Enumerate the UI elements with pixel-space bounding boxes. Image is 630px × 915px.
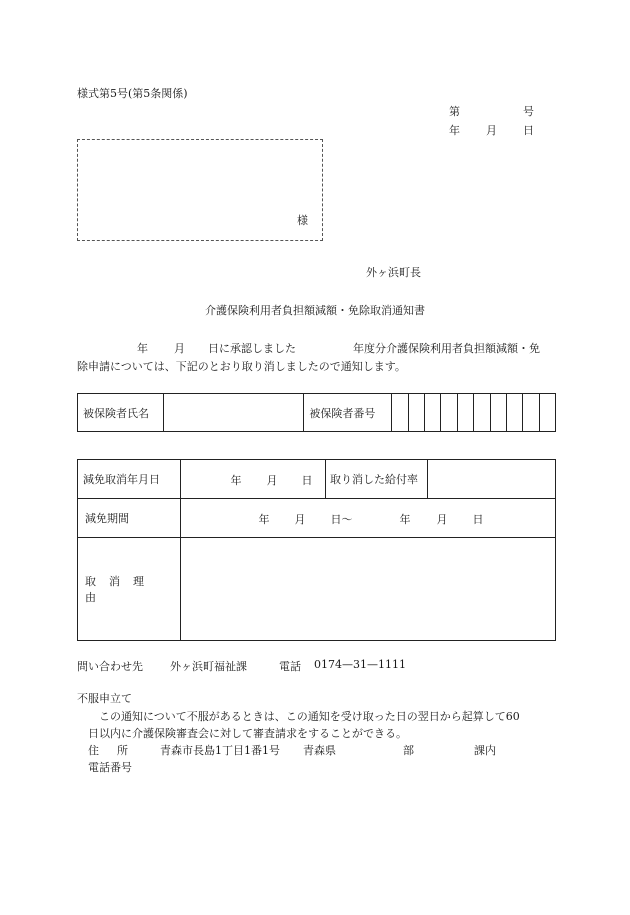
insured-name-field[interactable] [164, 394, 304, 432]
doc-date-month: 月 [486, 124, 497, 137]
reason-label-text: 取消理由 [85, 575, 157, 604]
appeal-pref: 青森県 [303, 744, 336, 757]
period-year2: 年 [399, 513, 411, 526]
appeal-address: 青森市長島1丁目1番1号 [160, 744, 280, 757]
insured-number-digit[interactable] [490, 394, 506, 432]
rate-field[interactable] [427, 460, 555, 499]
reason-label [78, 538, 181, 641]
period-year1: 年 [258, 513, 270, 526]
contact-label: 問い合わせ先 [77, 660, 143, 673]
appeal-address-label: 住所 [88, 744, 146, 757]
insured-number-label: 被保険者番号 [304, 394, 392, 432]
appeal-kanai: 課内 [474, 744, 496, 757]
rate-label: 取り消した給付率 [326, 460, 428, 499]
insured-name-label: 被保険者氏名 [78, 394, 164, 432]
cancel-date-day: 日 [301, 474, 313, 487]
period-month1: 月 [294, 513, 306, 526]
period-label [78, 499, 181, 538]
insured-number-digit[interactable] [457, 394, 473, 432]
period-day1: 日〜 [330, 513, 353, 526]
insured-number-digit[interactable] [506, 394, 522, 432]
intro-year: 年 [137, 342, 148, 355]
addressee-box [77, 139, 323, 241]
insured-number-digit[interactable] [474, 394, 490, 432]
insured-number-digit[interactable] [441, 394, 457, 432]
intro-approval: 日に承認しました [208, 342, 296, 355]
contact-tel: 0174—31—1111 [314, 658, 406, 671]
reason-field[interactable] [180, 538, 555, 641]
doc-number-go: 号 [523, 105, 534, 118]
intro-month: 月 [174, 342, 185, 355]
insured-table [77, 393, 556, 432]
period-label-text: 減免期間 [85, 512, 129, 525]
addressee-sama: 様 [297, 214, 308, 227]
appeal-heading: 不服申立て [77, 692, 132, 705]
doc-date-day: 日 [523, 124, 534, 137]
form-number: 様式第5号(第5条関係) [77, 87, 188, 100]
doc-number-dai: 第 [449, 105, 460, 118]
period-month2: 月 [436, 513, 448, 526]
period-day2: 日 [472, 513, 484, 526]
issuer: 外ヶ浜町長 [366, 266, 421, 279]
cancel-date-field[interactable] [180, 460, 325, 499]
cancel-date-label: 減免取消年月日 [78, 460, 181, 499]
insured-number-digit[interactable] [392, 394, 408, 432]
insured-number-digit[interactable] [539, 394, 555, 432]
contact-tel-label: 電話 [279, 660, 301, 673]
cancel-date-year: 年 [230, 474, 242, 487]
period-field[interactable] [180, 499, 555, 538]
appeal-text-2: 日以内に介護保険審査会に対して審査請求をすることができる。 [88, 727, 407, 740]
insured-number-digit[interactable] [408, 394, 424, 432]
intro-line2: 除申請については、下記のとおり取り消しましたので通知します。 [77, 360, 406, 373]
cancel-date-month: 月 [266, 474, 278, 487]
appeal-bu: 部 [403, 744, 414, 757]
appeal-text-1: この通知について不服があるときは、この通知を受け取った日の翌日から起算して60 [99, 710, 520, 723]
intro-fiscal: 年度分介護保険利用者負担額減額・免 [353, 342, 540, 355]
insured-number-digit[interactable] [425, 394, 441, 432]
doc-date-year: 年 [449, 124, 460, 137]
cancellation-table [77, 459, 556, 641]
contact-office: 外ヶ浜町福祉課 [170, 660, 247, 673]
document-title: 介護保険利用者負担額減額・免除取消通知書 [205, 304, 425, 317]
insured-number-digit[interactable] [523, 394, 539, 432]
appeal-tel-label: 電話番号 [88, 761, 132, 774]
